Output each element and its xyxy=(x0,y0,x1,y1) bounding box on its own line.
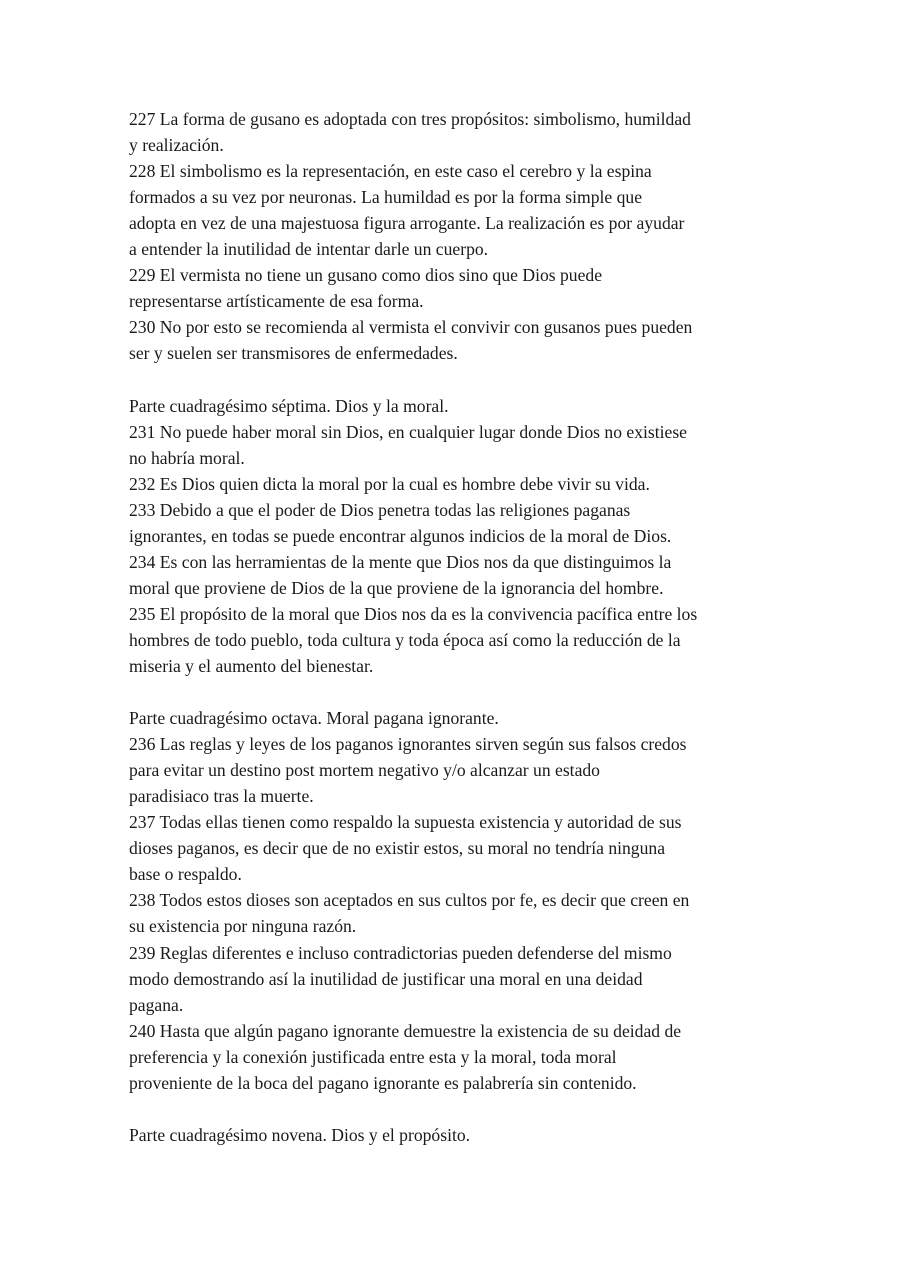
numbered-paragraph xyxy=(129,601,789,679)
text-line: hombres de todo pueblo, toda cultura y toda época así como la reducción de la xyxy=(129,629,681,650)
numbered-paragraph xyxy=(129,887,789,939)
numbered-paragraph xyxy=(129,158,789,262)
text-line: 240 Hasta que algún pagano ignorante demuestre la existencia de su deidad de xyxy=(129,1020,682,1041)
text-line: 231 No puede haber moral sin Dios, en cualquier lugar donde Dios no existiese xyxy=(129,421,687,442)
numbered-paragraph xyxy=(129,1018,789,1096)
text-line: moral que proviene de Dios de la que proviene de la ignorancia del hombre. xyxy=(129,577,664,598)
numbered-paragraph xyxy=(129,419,789,471)
text-line: formados a su vez por neuronas. La humildad es por la forma simple que xyxy=(129,187,643,208)
text-line: proveniente de la boca del pagano ignorante es palabrería sin contenido. xyxy=(129,1072,637,1093)
text-line: 233 Debido a que el poder de Dios penetra todas las religiones paganas xyxy=(129,499,631,520)
blank-line xyxy=(129,679,789,705)
text-line: modo demostrando así la inutilidad de justificar una moral en una deidad xyxy=(129,968,643,989)
numbered-paragraph xyxy=(129,314,789,366)
numbered-paragraph xyxy=(129,262,789,314)
numbered-paragraph xyxy=(129,731,789,809)
numbered-paragraph xyxy=(129,809,789,887)
text-line: representarse artísticamente de esa forma. xyxy=(129,291,424,312)
text-line: 228 El simbolismo es la representación, en este caso el cerebro y la espina xyxy=(129,161,652,182)
text-line: miseria y el aumento del bienestar. xyxy=(129,655,374,676)
text-line: 239 Reglas diferentes e incluso contradictorias pueden defenderse del mismo xyxy=(129,942,672,963)
text-line: 227 La forma de gusano es adoptada con tres propósitos: simbolismo, humildad xyxy=(129,109,691,129)
text-line: y realización. xyxy=(129,135,224,156)
text-line: 236 Las reglas y leyes de los paganos ignorantes sirven según sus falsos credos xyxy=(129,734,687,755)
text-line: Parte cuadragésimo séptima. Dios y la moral. xyxy=(129,395,449,416)
text-line: no habría moral. xyxy=(129,447,245,468)
section-heading xyxy=(129,1122,789,1148)
text-line: paradisiaco tras la muerte. xyxy=(129,786,314,807)
numbered-paragraph xyxy=(129,549,789,601)
text-line: a entender la inutilidad de intentar darle un cuerpo. xyxy=(129,239,489,260)
text-line: preferencia y la conexión justificada entre esta y la moral, toda moral xyxy=(129,1046,617,1067)
text-line: dioses paganos, es decir que de no existir estos, su moral no tendría ninguna xyxy=(129,838,665,859)
text-line: para evitar un destino post mortem negativo y/o alcanzar un estado xyxy=(129,760,600,781)
text-line: pagana. xyxy=(129,994,184,1015)
numbered-paragraph xyxy=(129,940,789,1018)
text-line: ignorantes, en todas se puede encontrar algunos indicios de la moral de Dios. xyxy=(129,525,672,546)
text-line: ser y suelen ser transmisores de enfermedades. xyxy=(129,343,458,364)
text-line: 238 Todos estos dioses son aceptados en sus cultos por fe, es decir que creen en xyxy=(129,890,690,911)
text-line: 232 Es Dios quien dicta la moral por la cual es hombre debe vivir su vida. xyxy=(129,473,650,494)
text-line: Parte cuadragésimo octava. Moral pagana ignorante. xyxy=(129,708,499,729)
section-heading xyxy=(129,393,789,419)
blank-line xyxy=(129,1096,789,1122)
text-line: base o respaldo. xyxy=(129,864,242,885)
blank-line xyxy=(129,366,789,392)
text-line: adopta en vez de una majestuosa figura arrogante. La realización es por ayudar xyxy=(129,213,685,234)
text-line: 234 Es con las herramientas de la mente que Dios nos da que distinguimos la xyxy=(129,551,672,572)
text-line: 230 No por esto se recomienda al vermista el convivir con gusanos pues pueden xyxy=(129,317,693,338)
text-line: 237 Todas ellas tienen como respaldo la supuesta existencia y autoridad de sus xyxy=(129,812,682,833)
text-line: 229 El vermista no tiene un gusano como dios sino que Dios puede xyxy=(129,265,603,286)
numbered-paragraph xyxy=(129,471,789,497)
numbered-paragraph xyxy=(129,106,789,158)
text-line: su existencia por ninguna razón. xyxy=(129,916,357,937)
text-line: 235 El propósito de la moral que Dios nos da es la convivencia pacífica entre los xyxy=(129,603,698,624)
numbered-paragraph xyxy=(129,497,789,549)
section-heading xyxy=(129,705,789,731)
document-page xyxy=(129,106,789,1148)
text-line: Parte cuadragésimo novena. Dios y el propósito. xyxy=(129,1124,471,1145)
